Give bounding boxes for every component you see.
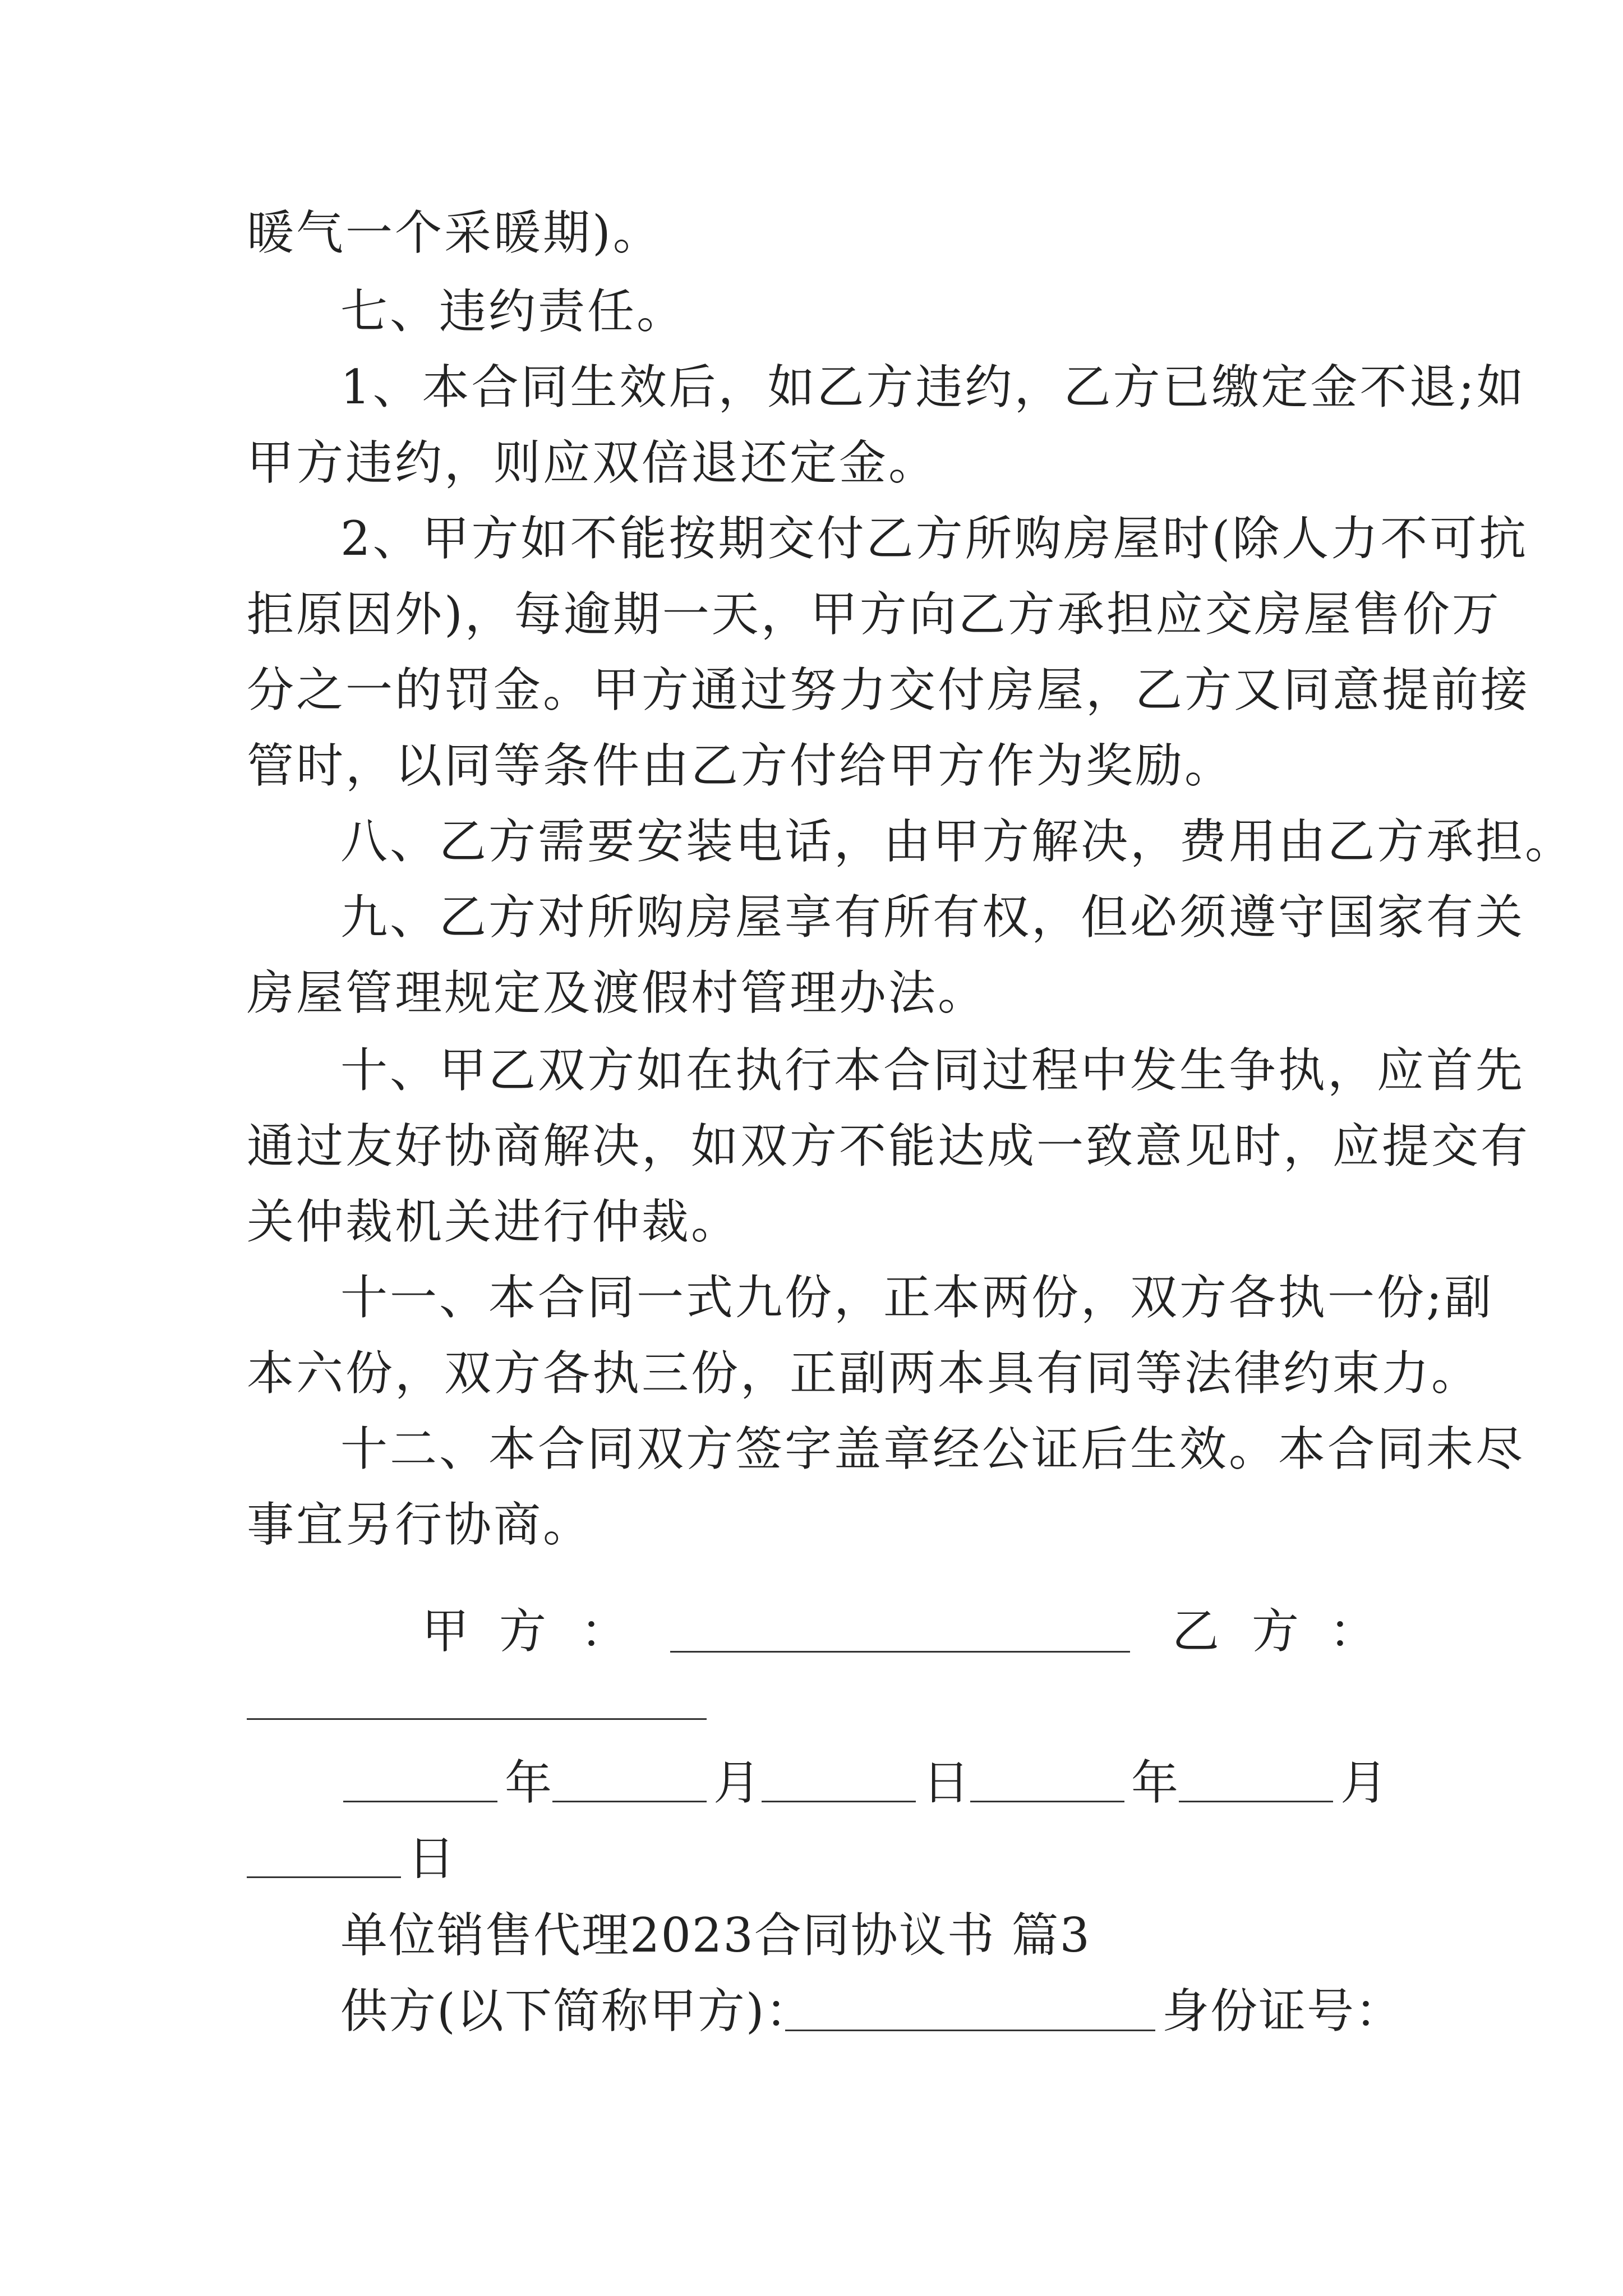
text-line-7: 分之一的罚金。甲方通过努力交付房屋，乙方又同意提前接 (247, 662, 1530, 717)
party-a-colon: ： (580, 1604, 628, 1659)
party-a-year-label: 年 (505, 1755, 552, 1810)
section-heading-7: 七、违约责任。 (340, 284, 686, 339)
party-b-label: 乙 (1172, 1604, 1220, 1659)
party-b-year-blank[interactable] (970, 1801, 1124, 1802)
text-line-4: 甲方违约，则应双倍退还定金。 (247, 435, 938, 490)
text-line-11: 房屋管理规定及渡假村管理办法。 (247, 965, 988, 1020)
text-line-1: 暖气一个采暖期)。 (247, 205, 662, 260)
section-heading-12: 十二、本合同双方签字盖章经公证后生效。本合同未尽 (340, 1421, 1525, 1476)
id-number-label: 身份证号： (1162, 1984, 1404, 2039)
section-heading-9: 九、乙方对所购房屋享有所有权，但必须遵守国家有关 (340, 890, 1525, 945)
text-line-13: 通过友好协商解决，如双方不能达成一致意见时，应提交有 (247, 1119, 1530, 1174)
party-a-day-label: 日 (923, 1755, 970, 1810)
section-heading-11: 十一、本合同一式九份，正本两份，双方各执一份;副 (340, 1270, 1494, 1325)
text-line-6: 拒原因外)，每逾期一天，甲方向乙方承担应交房屋售价万 (247, 587, 1501, 642)
party-b-signature-line[interactable] (247, 1718, 707, 1720)
party-a-day-blank[interactable] (762, 1801, 916, 1802)
party-a-month-blank[interactable] (552, 1801, 707, 1802)
party-b-month-blank[interactable] (1179, 1801, 1333, 1802)
party-b-day-label: 日 (408, 1831, 455, 1886)
section-heading-8: 八、乙方需要安装电话，由甲方解决，费用由乙方承担。 (340, 814, 1575, 869)
party-b-colon: ： (1329, 1604, 1377, 1659)
party-a-label-suffix: 方 (499, 1604, 547, 1659)
party-b-month-label: 月 (1340, 1755, 1388, 1810)
party-a-month-label: 月 (713, 1755, 761, 1810)
supplier-label: 供方(以下简称甲方)： (340, 1984, 814, 2039)
text-line-18: 事宜另行协商。 (247, 1497, 593, 1552)
party-b-year-label: 年 (1131, 1755, 1179, 1810)
text-line-5: 2、甲方如不能按期交付乙方所购房屋时(除人力不可抗 (340, 511, 1529, 566)
section-heading-10: 十、甲乙双方如在执行本合同过程中发生争执，应首先 (340, 1043, 1525, 1098)
party-b-label-suffix: 方 (1252, 1604, 1299, 1659)
text-line-8: 管时，以同等条件由乙方付给甲方作为奖励。 (247, 738, 1234, 793)
text-line-14: 关仲裁机关进行仲裁。 (247, 1194, 741, 1249)
text-line-16: 本六份，双方各执三份，正副两本具有同等法律约束力。 (247, 1346, 1481, 1401)
text-line-3: 1、本合同生效后，如乙方违约，乙方已缴定金不退;如 (340, 360, 1526, 415)
party-a-year-blank[interactable] (343, 1801, 497, 1802)
party-a-signature-line[interactable] (670, 1651, 1130, 1653)
party-b-day-blank[interactable] (247, 1876, 401, 1878)
party-a-label: 甲 (422, 1604, 469, 1659)
section-title: 单位销售代理2023合同协议书 篇3 (340, 1908, 1091, 1963)
supplier-name-blank[interactable] (785, 2030, 1155, 2031)
